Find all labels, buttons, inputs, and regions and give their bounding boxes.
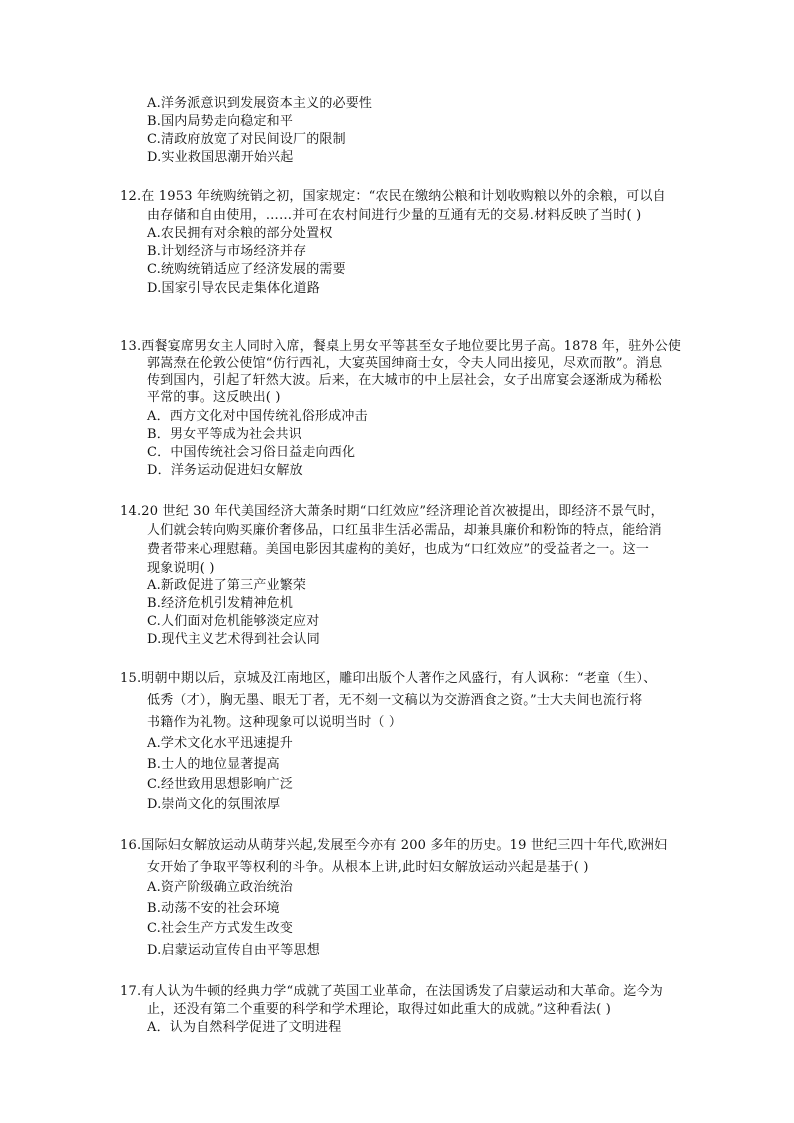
option-d: D.崇尚文化的氛围浓厚	[147, 797, 281, 812]
question-stem: 14.20 世纪 30 年代美国经济大萧条时期“口红效应”经济理论首次被提出，即经济不景气时，	[120, 504, 664, 519]
option-a: A.学术文化水平迅速提升	[147, 736, 293, 751]
question-stem: 平常的事。这反映出( )	[147, 390, 281, 405]
question-stem: 12.在 1953 年统购统销之初，国家规定：“农民在缴纳公粮和计划收购粮以外的余粮，可以自	[120, 189, 666, 204]
question-stem: 书籍作为礼物。这种现象可以说明当时（ ）	[147, 715, 403, 730]
option-c: C.统购统销适应了经济发展的需要	[147, 262, 346, 277]
option-c: C.清政府放宽了对民间设厂的限制	[147, 132, 346, 147]
option-a: A.资产阶级确立政治统治	[147, 880, 293, 895]
question-stem: 由存储和自由使用，……并可在农村间进行少量的互通有无的交易.材料反映了当时( )	[147, 208, 642, 223]
option-b: B.国内局势走向稳定和平	[147, 114, 294, 129]
question-stem: 郭嵩焘在伦敦公使馆“仿行西礼，大宴英国绅商士女，令夫人同出接见，尽欢而散”。消息	[147, 356, 663, 371]
question-stem: 女开始了争取平等权利的斗争。从根本上讲,此时妇女解放运动兴起是基于( )	[147, 860, 589, 875]
option-c: C.经世致用思想影响广泛	[147, 777, 294, 792]
question-stem: 现象说明( )	[147, 561, 215, 576]
question-stem: 17.有人认为牛顿的经典力学“成就了英国工业革命，在法国诱发了启蒙运动和大革命。迄今为	[120, 984, 663, 999]
option-b: B.计划经济与市场经济并存	[147, 244, 307, 259]
option-a: A.农民拥有对余粮的部分处置权	[147, 226, 333, 241]
question-stem: 费者带来心理慰藉。美国电影因其虚构的美好，也成为“口红效应”的受益者之一。这一	[147, 542, 650, 557]
question-stem: 15.明朝中期以后，京城及江南地区，雕印出版个人著作之风盛行，有人讽称：“老童（生）、	[120, 671, 657, 686]
option-d: D.国家引导农民走集体化道路	[147, 281, 320, 296]
option-c: C.人们面对危机能够淡定应对	[147, 614, 320, 629]
question-stem: 13.西餐宴席男女主人同时入席，餐桌上男女平等甚至女子地位要比男子高。1878 年，驻外公使	[120, 339, 682, 354]
option-b: B.经济危机引发精神危机	[147, 596, 294, 611]
question-stem: 低秀（才），胸无墨、眼无丁者，无不刻一文稿以为交游酒食之资。”士大夫间也流行将	[147, 693, 643, 708]
option-c: C.社会生产方式发生改变	[147, 921, 294, 936]
option-d: D.启蒙运动宣传自由平等思想	[147, 943, 320, 958]
option-b: B.士人的地位显著提高	[147, 757, 280, 772]
option-a: A.新政促进了第三产业繁荣	[147, 578, 307, 593]
option-d: D.现代主义艺术得到社会认同	[147, 632, 320, 647]
option-d: D.实业救国思潮开始兴起	[147, 150, 294, 165]
option-c: C．中国传统社会习俗日益走向西化	[147, 445, 356, 460]
option-a: A．认为自然科学促进了文明进程	[147, 1020, 342, 1035]
question-stem: 16.国际妇女解放运动从萌芽兴起,发展至今亦有 200 多年的历史。19 世纪三四十年代,欧洲妇	[120, 838, 668, 853]
option-a: A．西方文化对中国传统礼俗形成冲击	[147, 409, 368, 424]
option-b: B．男女平等成为社会共识	[147, 427, 302, 442]
option-d: D．洋务运动促进妇女解放	[147, 463, 303, 478]
question-stem: 人们就会转向购买廉价奢侈品，口红虽非生活必需品，却兼具廉价和粉饰的特点，能给消	[147, 523, 662, 538]
option-a: A.洋务派意识到发展资本主义的必要性	[147, 96, 373, 111]
question-stem: 止，还没有第二个重要的科学和学术理论，取得过如此重大的成就。”这种看法( )	[147, 1002, 612, 1017]
option-b: B.动荡不安的社会环境	[147, 901, 280, 916]
question-stem: 传到国内，引起了轩然大波。后来，在大城市的中上层社会，女子出席宴会逐渐成为稀松	[147, 373, 662, 388]
